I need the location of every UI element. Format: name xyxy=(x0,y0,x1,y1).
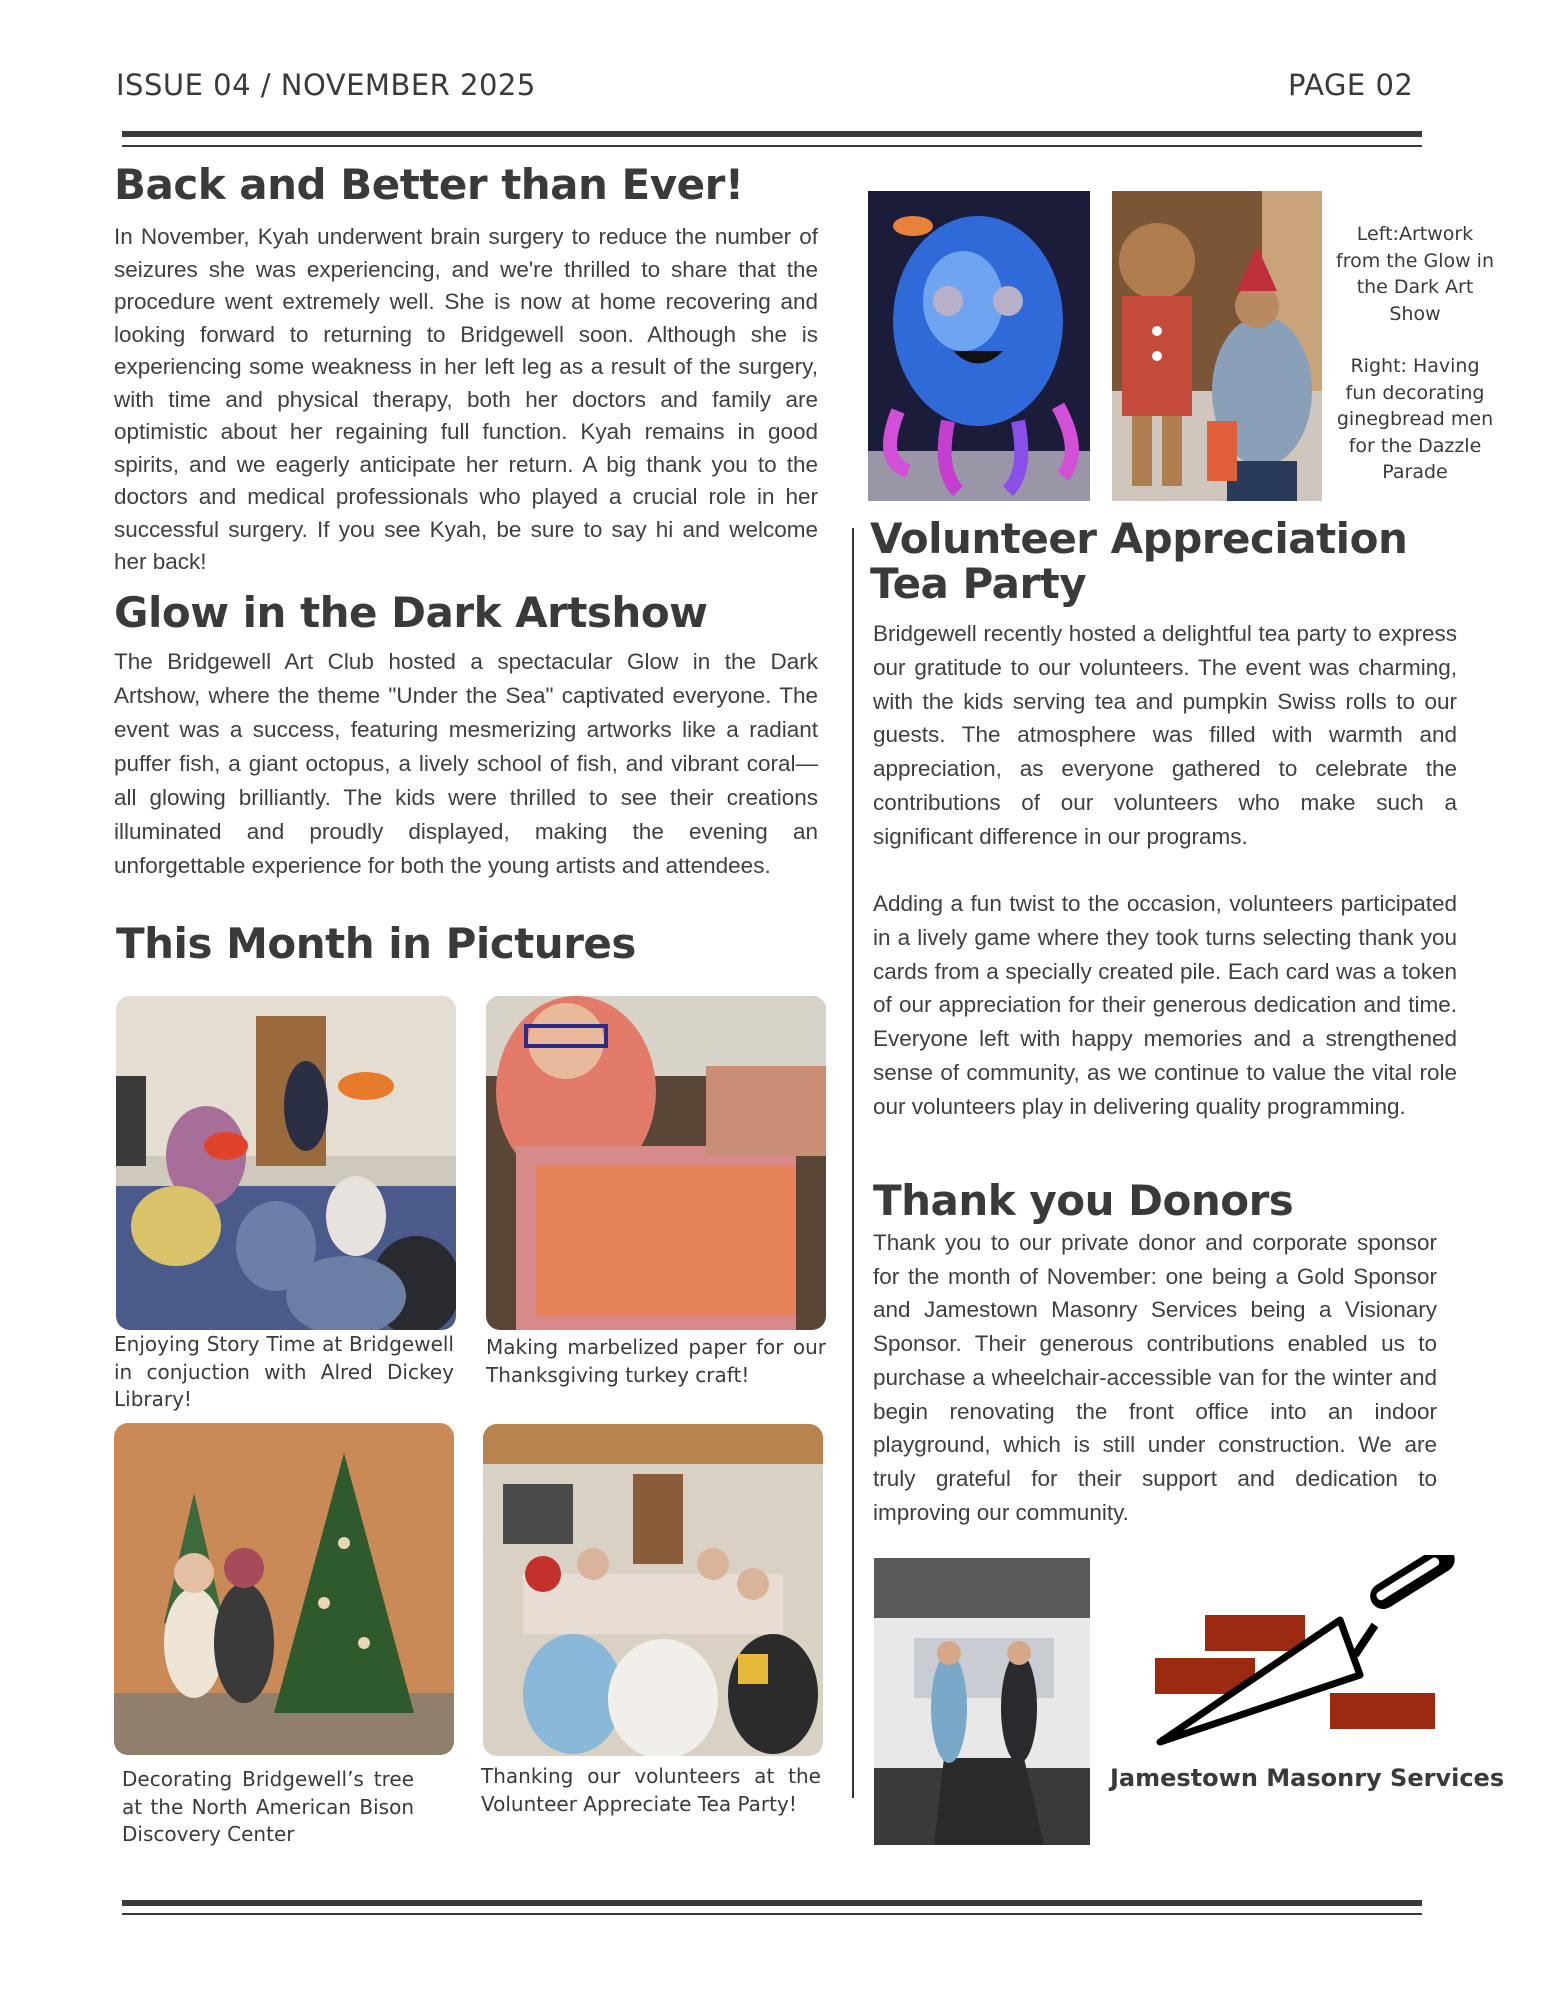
header-rule-thin xyxy=(122,145,1422,147)
donors-title: Thank you Donors xyxy=(873,1176,1294,1225)
column-divider xyxy=(852,528,854,1798)
pictures-title: This Month in Pictures xyxy=(116,919,636,968)
side-caption-right: Right: Having fun decorating ginegbread men for the Dazzle Parade xyxy=(1336,355,1494,483)
footer-rule xyxy=(122,1900,1422,1906)
volunteer-para2: Adding a fun twist to the occasion, volunteers participated in a lively game where they took turns selecting thank you cards from a specially created pile. Each card was a token of our appreciation for their generous dedication and time. Everyone left with happy memories and a strengthened sense of community, as we continue to value the vital role our volunteers play in delivering quality programming. xyxy=(873,891,1457,1119)
page-number: PAGE 02 xyxy=(1288,68,1414,102)
side-caption-left: Left:Artwork from the Glow in the Dark Art Show xyxy=(1336,223,1495,325)
masonry-logo xyxy=(1150,1555,1465,1755)
tea-party-caption: Thanking our volunteers at the Volunteer Appreciate Tea Party! xyxy=(481,1764,821,1816)
volunteer-title: Volunteer Appreciation Tea Party xyxy=(870,514,1408,608)
story-time-photo xyxy=(116,996,456,1330)
story-time-caption: Enjoying Story Time at Bridgewell in conjuction with Alred Dickey Library! xyxy=(114,1332,454,1411)
gingerbread-photo xyxy=(1112,191,1322,501)
marbelized-paper-photo xyxy=(486,996,826,1330)
glow-art-photo xyxy=(868,191,1090,501)
back-better-title: Back and Better than Ever! xyxy=(114,160,744,209)
glow-body: The Bridgewell Art Club hosted a spectacular Glow in the Dark Artshow, where the theme "Under the Sea" captivated everyone. The event was a success, featuring mesmerizing artworks like a radiant puffer fish, a giant octopus, a lively school of fish, and vibrant coral—all glowing brilliantly. The kids were thrilled to see their creations illuminated and proudly displayed, making the evening an unforgettable experience for both the young artists and attendees. xyxy=(114,649,818,878)
photo-side-caption xyxy=(1336,221,1494,486)
glow-title: Glow in the Dark Artshow xyxy=(114,588,708,637)
volunteer-para1: Bridgewell recently hosted a delightful tea party to express our gratitude to our volunteers. The event was charming, with the kids serving tea and pumpkin Swiss rolls to our guests. The atmosphere was filled with warmth and appreciation, as everyone gathered to celebrate the contributions of our volunteers who make such a significant difference in our programs. xyxy=(873,621,1457,849)
tree-caption: Decorating Bridgewell’s tree at the North American Bison Discovery Center xyxy=(122,1767,414,1846)
van-photo xyxy=(874,1558,1090,1845)
issue-label: ISSUE 04 / NOVEMBER 2025 xyxy=(116,68,536,102)
donors-body: Thank you to our private donor and corporate sponsor for the month of November: one being a Gold Sponsor and Jamestown Masonry Services being a Visionary Sponsor. Their generous contributions enabled us to purchase a wheelchair-accessible van for the winter and begin renovating the front office into an indoor playground, which is still under construction. We are truly grateful for their support and dedication to improving our community. xyxy=(873,1230,1437,1525)
tea-party-photo xyxy=(483,1424,823,1756)
header-rule xyxy=(122,131,1422,137)
tree-photo xyxy=(114,1423,454,1755)
masonry-logo-text: Jamestown Masonry Services xyxy=(1110,1764,1505,1792)
back-better-body: In November, Kyah underwent brain surgery to reduce the number of seizures she was experiencing, and we're thrilled to share that the procedure went extremely well. She is now at home recovering and looking forward to returning to Bridgewell soon. Although she is experiencing some weakness in her left leg as a result of the surgery, with time and physical therapy, both her doctors and family are optimistic about her regaining full function. Kyah remains in good spirits, and we eagerly anticipate her return. A big thank you to the doctors and medical professionals who played a crucial role in her successful surgery. If you see Kyah, be sure to say hi and welcome her back! xyxy=(114,224,818,574)
footer-rule-thin xyxy=(122,1913,1422,1915)
marbelized-caption: Making marbelized paper for our Thanksgiving turkey craft! xyxy=(486,1335,826,1387)
